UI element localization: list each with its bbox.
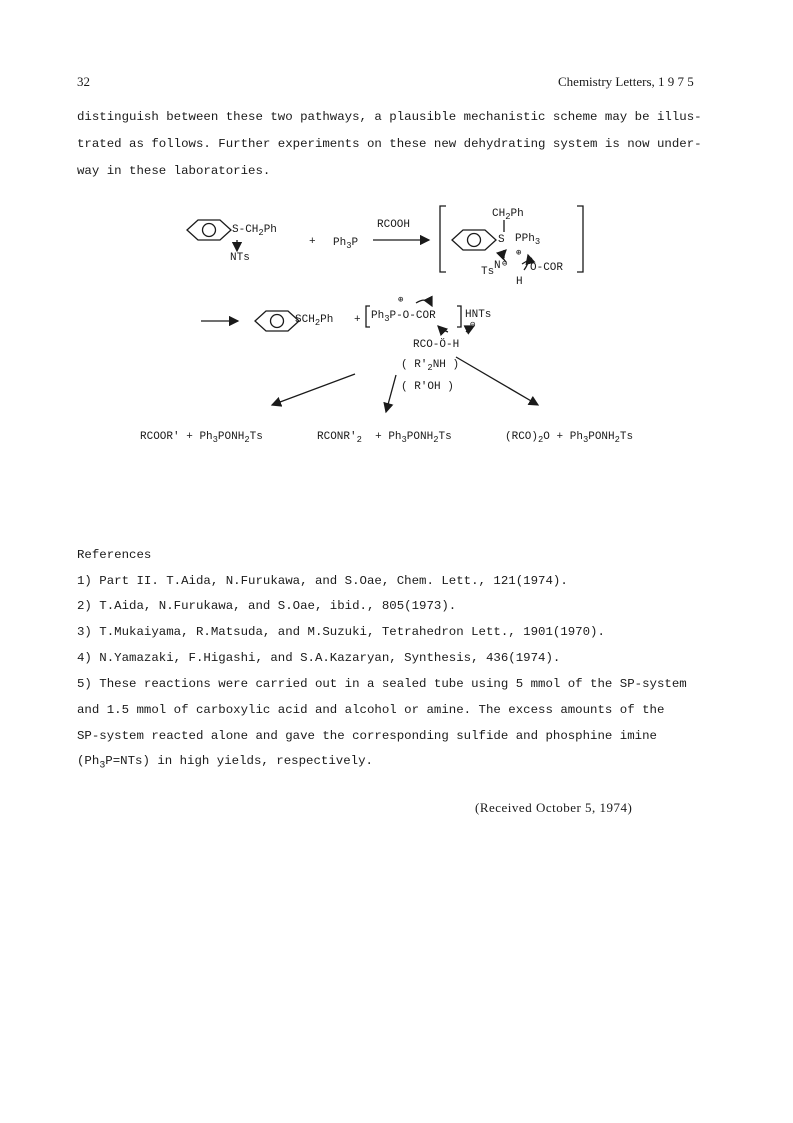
reference-5-line-2: and 1.5 mmol of carboxylic acid and alcohol or amine. The excess amounts of the (77, 703, 665, 717)
arrow-to-anhydride (456, 357, 538, 405)
page-number: 32 (77, 74, 90, 89)
reference-5-line-1: 5) These reactions were carried out in a sealed tube using 5 mmol of the SP-system (77, 677, 687, 691)
curved-arrow-4 (438, 326, 448, 332)
bracket-2-left (366, 306, 370, 327)
body-line-3: way in these laboratories. (77, 164, 271, 178)
intermediate-ocor: O-COR (530, 262, 564, 274)
intermediate-pph3: PPh$_3$ (515, 233, 541, 248)
phosphonium-label: $Ph_3P-O$-COR (371, 310, 436, 325)
intermediate-n: N (494, 260, 501, 272)
body-line-2: trated as follows. Further experiments on these new dehydrating system is now under- (77, 137, 702, 151)
amine-label: ( $R'_2NH$ ) (401, 359, 460, 374)
intermediate-h: H (516, 276, 523, 288)
body-line-1: distinguish between these two pathways, a plausible mechanistic scheme may be illus- (77, 110, 702, 124)
intermediate-ch2ph: $CH_2Ph$ (492, 208, 524, 223)
intermediate-s: S (498, 234, 505, 246)
intermediate-plus-charge: ⊕ (516, 248, 522, 258)
bracket-right (577, 206, 583, 272)
arrow-to-ester (272, 374, 355, 405)
benzene-ring-2 (452, 230, 496, 250)
product-amide: $RCONR'_2$ + $Ph_3PONH_2Ts$ (317, 431, 452, 446)
reference-3: 3) T.Mukaiyama, R.Matsuda, and M.Suzuki, Tetrahedron Lett., 1901(1970). (77, 625, 605, 639)
benzene-ring-3 (255, 311, 299, 331)
bracket-2-right (457, 306, 461, 327)
reference-1: 1) Part II. T.Aida, N.Furukawa, and S.Oae, Chem. Lett., 121(1974). (77, 574, 568, 588)
journal-name: Chemistry Letters, (558, 74, 659, 89)
hnts-label: HNTs (465, 309, 492, 321)
sulfilimine-label: $S-CH_2Ph$ (232, 224, 277, 239)
reference-5-line-3: SP-system reacted alone and gave the corresponding sulfide and phosphine imine (77, 729, 657, 743)
benzene-ring-1 (187, 220, 231, 240)
reference-5-line-4: $(Ph_3P=NTs)$ in high yields, respectively. (77, 754, 373, 771)
plus-sign-1: + (309, 236, 316, 248)
reference-4: 4) N.Yamazaki, F.Higashi, and S.A.Kazaryan, Synthesis, 436(1974). (77, 651, 561, 665)
sulfide-label: $SCH_2Ph$ (295, 314, 334, 329)
intermediate-minus-charge: ⊖ (502, 259, 508, 269)
nts-label: NTs (230, 252, 250, 264)
arrow-to-amide (386, 375, 396, 412)
bracket-left (440, 206, 446, 272)
triphenylphosphine-label: $Ph_3P$ (333, 237, 359, 252)
carboxylate-minus-charge: ⊖ (470, 320, 476, 330)
product-anhydride: $(RCO)_2O$ + $Ph_3PONH_2Ts$ (505, 431, 634, 446)
acid-label: RCO-Ö-H (413, 339, 460, 351)
product-ester: RCOOR' + $Ph_3PONH_2Ts$ (140, 431, 263, 446)
plus-sign-2: + (354, 314, 361, 326)
phosphonium-plus-charge: ⊕ (398, 295, 404, 305)
references-heading: References (77, 548, 152, 562)
alcohol-label: ( R'OH ) (401, 381, 454, 393)
curved-arrow-3 (416, 300, 432, 306)
reference-2: 2) T.Aida, N.Furukawa, and S.Oae, ibid., 805(1973). (77, 599, 457, 613)
journal-year: 1 9 7 5 (658, 74, 694, 89)
intermediate-ts: Ts (481, 266, 495, 278)
rcooh-reagent: RCOOH (377, 219, 411, 231)
received-date: (Received October 5, 1974) (475, 800, 633, 815)
